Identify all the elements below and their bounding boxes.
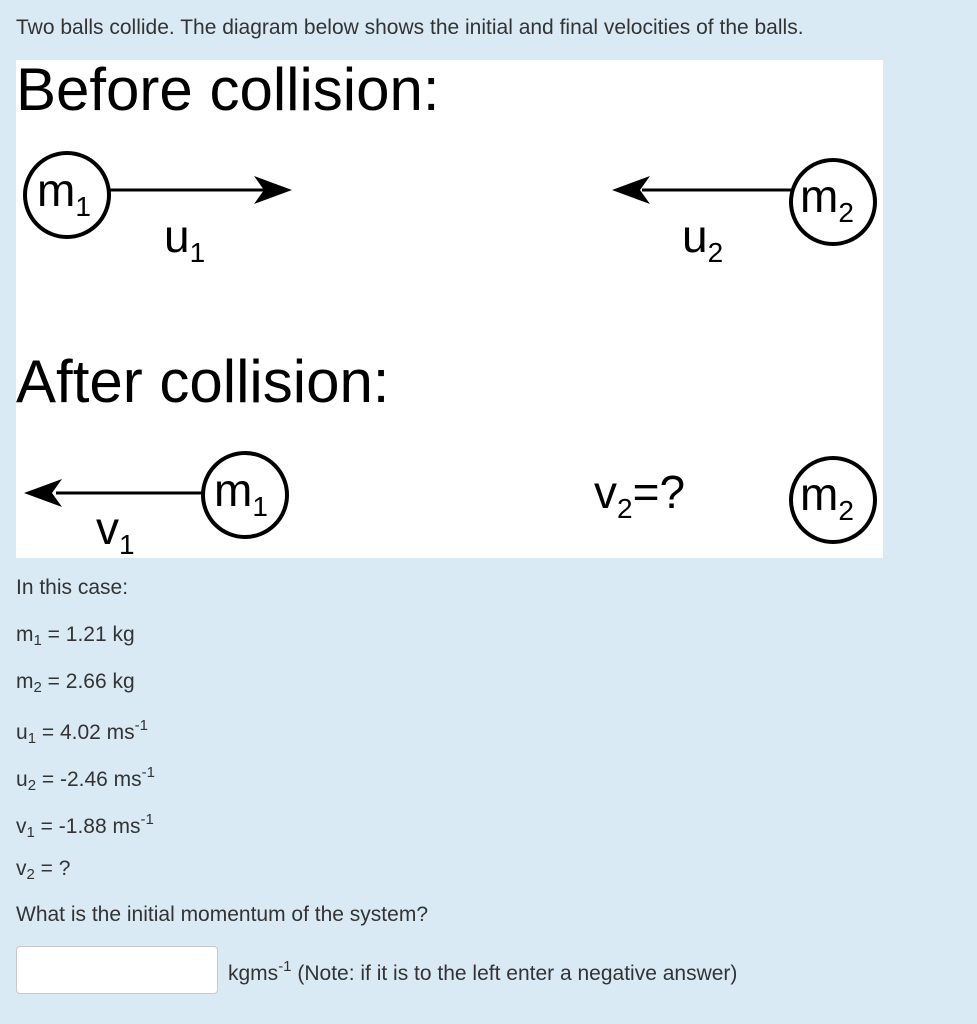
ball-1-after-mass: $m_1$ [214, 464, 268, 522]
given-v2: $v_2$ = ? [16, 857, 71, 883]
case-label: In this case: [16, 576, 129, 599]
answer-unit-note: kgms$^{-1}$ (Note: if it is to the left enter a negative answer) [228, 958, 738, 985]
collision-diagram [16, 60, 883, 558]
v2-unknown-label: $v_2=$? [594, 466, 686, 524]
after-collision-title: After collision: [16, 348, 390, 415]
u2-label: $u_2$ [682, 210, 724, 268]
given-u2: $u_2 = -2.46$ $ms^{-1}$ [16, 764, 156, 794]
ball-1-before-mass: $m_1$ [37, 164, 91, 222]
given-v1: $v_1 = -1.88$ $ms^{-1}$ [16, 811, 154, 841]
answer-input[interactable] [16, 946, 218, 994]
ball-2-before-mass: $m_2$ [800, 170, 854, 228]
given-m2: $m_2 = 2.66$ kg [16, 670, 135, 696]
given-u1: $u_1 = 4.02$ $ms^{-1}$ [16, 717, 149, 747]
before-collision-title: Before collision: [16, 60, 440, 123]
u1-label: $u_1$ [164, 210, 206, 268]
given-m1: $m_1 = 1.21$ kg [16, 623, 135, 649]
question-text: What is the initial momentum of the system? [16, 903, 428, 926]
v1-label: $v_1$ [96, 502, 135, 558]
ball-2-after-mass: $m_2$ [800, 468, 854, 526]
collision-diagram-svg [16, 60, 883, 558]
question-intro: Two balls collide. The diagram below shows the initial and final velocities of the balls. [16, 16, 804, 39]
